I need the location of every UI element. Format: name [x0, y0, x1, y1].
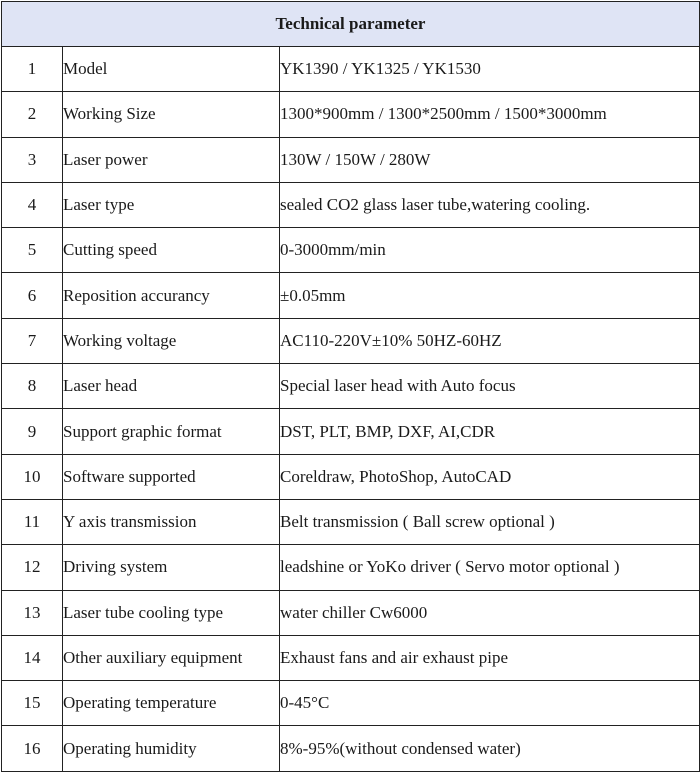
row-number: 4: [2, 182, 63, 227]
parameter-value: 130W / 150W / 280W: [280, 137, 700, 182]
table-row: [2, 364, 700, 409]
parameter-value: Coreldraw, PhotoShop, AutoCAD: [280, 454, 700, 499]
row-number: 1: [2, 47, 63, 92]
row-number: 11: [2, 499, 63, 544]
parameter-value: Special laser head with Auto focus: [280, 364, 700, 409]
parameter-value: 0-3000mm/min: [280, 228, 700, 273]
parameter-name: Y axis transmission: [63, 499, 280, 544]
table-row: [2, 318, 700, 363]
row-number: 2: [2, 92, 63, 137]
table-row: [2, 47, 700, 92]
parameter-name: Support graphic format: [63, 409, 280, 454]
table-row: [2, 92, 700, 137]
row-number: 13: [2, 590, 63, 635]
parameter-value: 1300*900mm / 1300*2500mm / 1500*3000mm: [280, 92, 700, 137]
row-number: 15: [2, 681, 63, 726]
parameter-name: Working voltage: [63, 318, 280, 363]
row-number: 9: [2, 409, 63, 454]
parameter-value: Exhaust fans and air exhaust pipe: [280, 635, 700, 680]
row-number: 14: [2, 635, 63, 680]
row-number: 8: [2, 364, 63, 409]
row-number: 10: [2, 454, 63, 499]
table-title: Technical parameter: [2, 2, 700, 47]
table-row: [2, 726, 700, 771]
table-row: [2, 409, 700, 454]
parameter-value: 0-45°C: [280, 681, 700, 726]
parameter-value: YK1390 / YK1325 / YK1530: [280, 47, 700, 92]
parameter-value: water chiller Cw6000: [280, 590, 700, 635]
table-row: [2, 228, 700, 273]
row-number: 3: [2, 137, 63, 182]
row-number: 5: [2, 228, 63, 273]
technical-parameter-table: [1, 1, 700, 772]
table-row: [2, 545, 700, 590]
table-body: [2, 47, 700, 772]
parameter-name: Operating humidity: [63, 726, 280, 771]
row-number: 16: [2, 726, 63, 771]
parameter-value: DST, PLT, BMP, DXF, AI,CDR: [280, 409, 700, 454]
table-row: [2, 635, 700, 680]
parameter-value: 8%-95%(without condensed water): [280, 726, 700, 771]
parameter-name: Laser type: [63, 182, 280, 227]
table-row: [2, 454, 700, 499]
parameter-name: Other auxiliary equipment: [63, 635, 280, 680]
table-row: [2, 681, 700, 726]
parameter-name: Laser head: [63, 364, 280, 409]
row-number: 7: [2, 318, 63, 363]
table-header-row: [2, 2, 700, 47]
parameter-value: AC110-220V±10% 50HZ-60HZ: [280, 318, 700, 363]
table-row: [2, 273, 700, 318]
parameter-value: leadshine or YoKo driver ( Servo motor optional ): [280, 545, 700, 590]
row-number: 6: [2, 273, 63, 318]
parameter-value: sealed CO2 glass laser tube,watering cooling.: [280, 182, 700, 227]
table-row: [2, 182, 700, 227]
parameter-name: Laser power: [63, 137, 280, 182]
parameter-name: Software supported: [63, 454, 280, 499]
parameter-name: Working Size: [63, 92, 280, 137]
parameter-name: Cutting speed: [63, 228, 280, 273]
parameter-value: ±0.05mm: [280, 273, 700, 318]
parameter-name: Laser tube cooling type: [63, 590, 280, 635]
table-row: [2, 499, 700, 544]
parameter-name: Operating temperature: [63, 681, 280, 726]
parameter-name: Reposition accurancy: [63, 273, 280, 318]
parameter-value: Belt transmission ( Ball screw optional ): [280, 499, 700, 544]
row-number: 12: [2, 545, 63, 590]
parameter-name: Driving system: [63, 545, 280, 590]
parameter-name: Model: [63, 47, 280, 92]
table-row: [2, 590, 700, 635]
table-row: [2, 137, 700, 182]
